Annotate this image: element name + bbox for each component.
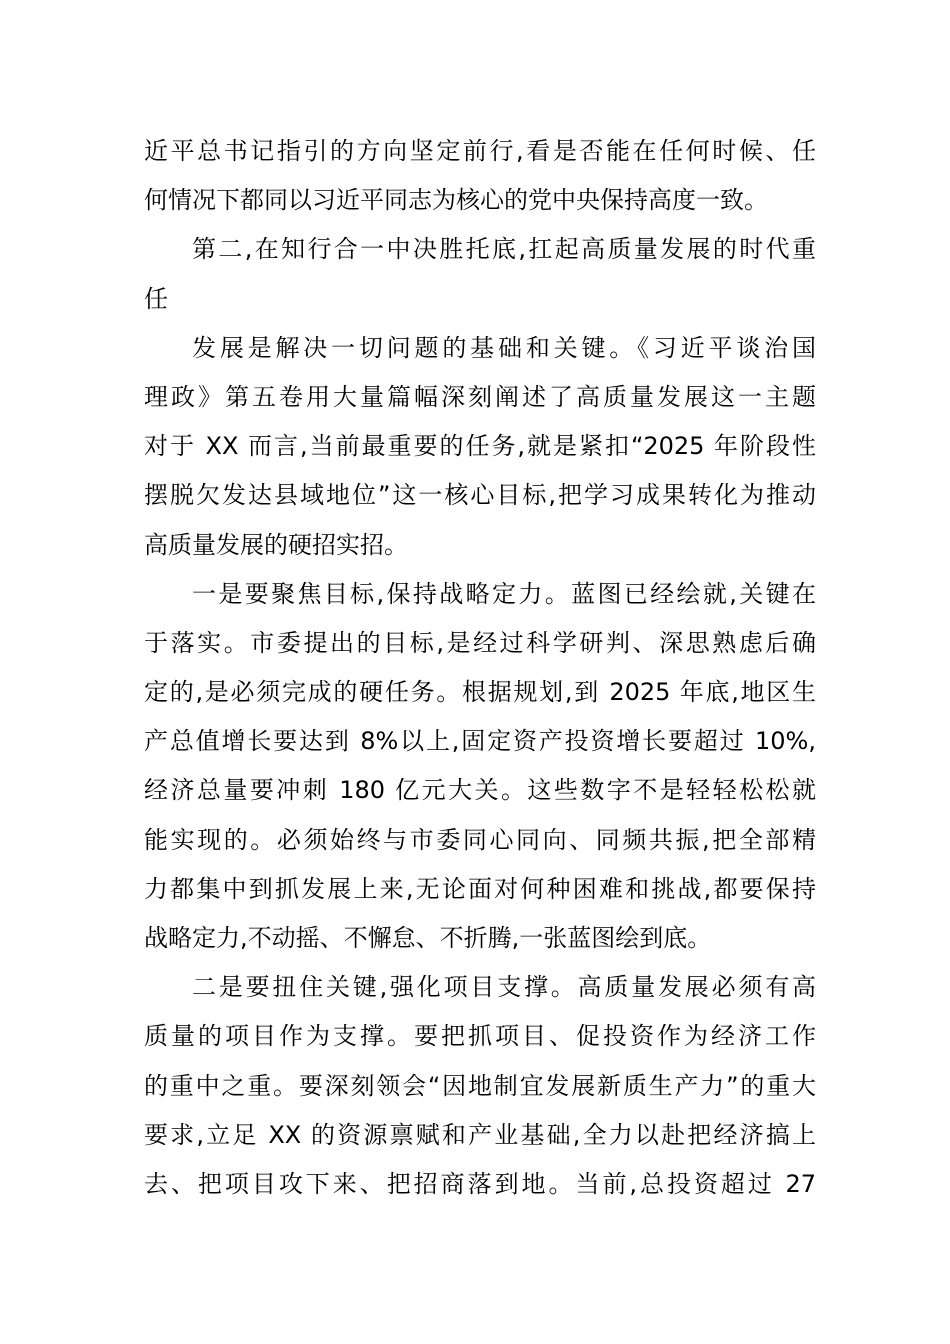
text-line: 的重中之重。要深刻领会“因地制宜发展新质生产力”的重大 — [144, 1071, 816, 1100]
text-line: 质量的项目作为支撑。要把抓项目、促投资作为经济工作 — [144, 1022, 816, 1051]
text-line: 能实现的。必须始终与市委同心同向、同频共振,把全部精 — [144, 825, 816, 854]
body-text — [144, 127, 816, 1209]
text-line: 高质量发展的硬招实招。 — [144, 530, 408, 559]
paragraph-first-line: 发展是解决一切问题的基础和关键。《习近平谈治国 — [192, 333, 816, 362]
text-line: 力都集中到抓发展上来,无论面对何种困难和挑战,都要保持 — [144, 874, 816, 903]
text-line: 要求,立足 XX 的资源禀赋和产业基础,全力以赴把经济搞上 — [144, 1120, 816, 1149]
text-line: 近平总书记指引的方向坚定前行,看是否能在任何时候、任 — [144, 137, 816, 165]
text-line: 产总值增长要达到 8%以上,固定资产投资增长要超过 10%, — [144, 727, 816, 756]
text-line: 于落实。市委提出的目标,是经过科学研判、深思熟虑后确 — [144, 628, 816, 657]
paragraph-first-line: 一是要聚焦目标,保持战略定力。蓝图已经绘就,关键在 — [192, 579, 816, 608]
text-line: 理政》第五卷用大量篇幅深刻阐述了高质量发展这一主题 — [144, 382, 816, 411]
paragraph-first-line: 二是要扭住关键,强化项目支撑。高质量发展必须有高 — [192, 973, 816, 1002]
text-line: 定的,是必须完成的硬任务。根据规划,到 2025 年底,地区生 — [144, 678, 816, 707]
text-line: 经济总量要冲刺 180 亿元大关。这些数字不是轻轻松松就 — [144, 776, 816, 805]
section-heading-line: 任 — [144, 284, 168, 313]
text-line: 战略定力,不动摇、不懈怠、不折腾,一张蓝图绘到底。 — [144, 924, 712, 952]
section-heading-line: 第二,在知行合一中决胜托底,扛起高质量发展的时代重 — [192, 235, 816, 264]
text-line: 摆脱欠发达县域地位”这一核心目标,把学习成果转化为推动 — [144, 481, 816, 510]
text-line: 去、把项目攻下来、把招商落到地。当前,总投资超过 27 — [144, 1169, 816, 1198]
text-line: 何情况下都同以习近平同志为核心的党中央保持高度一致。 — [144, 186, 768, 215]
text-line: 对于 XX 而言,当前最重要的任务,就是紧扣“2025 年阶段性 — [144, 432, 816, 461]
